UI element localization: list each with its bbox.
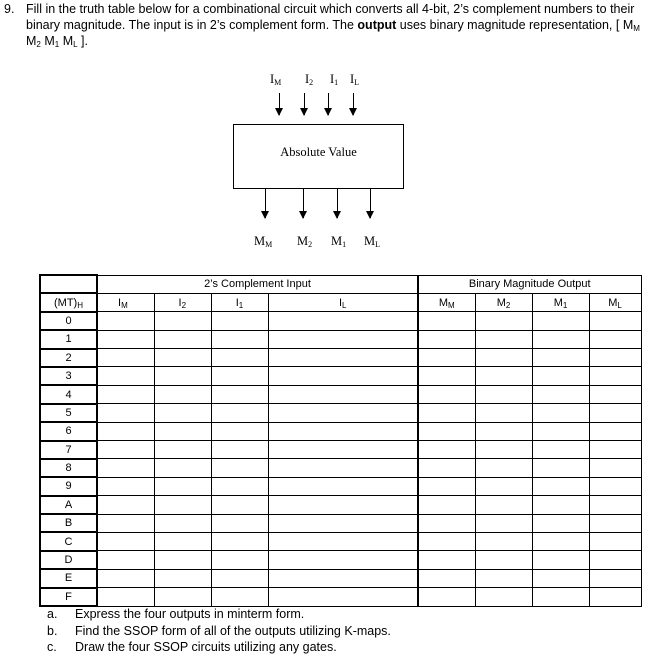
blank-cell[interactable] (211, 477, 268, 495)
blank-cell[interactable] (418, 404, 475, 422)
col-header: $M_2$ (475, 293, 532, 311)
col-header: $I_M$ (97, 293, 154, 311)
block-label: Absolute Value (280, 145, 357, 159)
blank-cell[interactable] (154, 569, 211, 587)
table-row (40, 349, 641, 367)
minterm-cell: 4 (40, 385, 97, 403)
col-header: $I_L$ (268, 293, 418, 311)
blank-cell[interactable] (268, 441, 418, 459)
col-header: $M_M$ (418, 293, 475, 311)
blank-cell[interactable] (532, 569, 589, 587)
minterm-cell: A (40, 496, 97, 514)
blank-cell[interactable] (268, 349, 418, 367)
table-row (40, 312, 641, 330)
blank-cell[interactable] (268, 551, 418, 569)
col-header: $M_1$ (532, 293, 589, 311)
part-text: Draw the four SSOP circuits utilizing any gates. (75, 640, 337, 654)
blank-cell[interactable] (532, 404, 589, 422)
minterm-cell: 7 (40, 441, 97, 459)
blank-cell[interactable] (532, 385, 589, 403)
blank-cell[interactable] (475, 330, 532, 348)
blank-cell[interactable] (418, 532, 475, 550)
blank-cell[interactable] (211, 532, 268, 550)
blank-cell[interactable] (211, 349, 268, 367)
block-diagram (0, 0, 670, 270)
blank-cell[interactable] (211, 385, 268, 403)
table-row (40, 330, 641, 348)
blank-cell[interactable] (97, 349, 154, 367)
output-label: $M_M$ (254, 234, 273, 249)
blank-cell[interactable] (211, 551, 268, 569)
blank-cell[interactable] (154, 367, 211, 385)
blank-cell[interactable] (418, 441, 475, 459)
table-row (40, 459, 641, 477)
blank-cell[interactable] (211, 367, 268, 385)
blank-cell[interactable] (154, 312, 211, 330)
col-header: $I_2$ (154, 293, 211, 311)
blank-cell[interactable] (211, 422, 268, 440)
blank-cell[interactable] (418, 459, 475, 477)
blank-cell[interactable] (154, 514, 211, 532)
blank-cell[interactable] (97, 532, 154, 550)
blank-cell[interactable] (532, 441, 589, 459)
blank-cell[interactable] (475, 367, 532, 385)
output-arrow (265, 189, 266, 218)
table-group-header (40, 275, 641, 293)
blank-cell[interactable] (589, 588, 641, 606)
absolute-value-block (233, 124, 404, 189)
blank-cell[interactable] (532, 459, 589, 477)
blank-cell[interactable] (154, 532, 211, 550)
blank-cell[interactable] (589, 349, 641, 367)
blank-cell[interactable] (268, 330, 418, 348)
blank-cell[interactable] (475, 349, 532, 367)
blank-cell[interactable] (268, 477, 418, 495)
blank-cell[interactable] (475, 422, 532, 440)
blank-cell[interactable] (211, 330, 268, 348)
truth-table (39, 274, 642, 607)
part-text: Express the four outputs in minterm form. (75, 607, 305, 621)
blank-cell[interactable] (589, 551, 641, 569)
blank-cell[interactable] (418, 496, 475, 514)
minterm-cell: F (40, 588, 97, 606)
output-arrow (303, 189, 304, 218)
table-row (40, 532, 641, 550)
blank-cell[interactable] (475, 532, 532, 550)
blank-cell[interactable] (154, 404, 211, 422)
minterm-cell: 0 (40, 312, 97, 330)
group-header-input: 2’s Complement Input (97, 275, 418, 293)
blank-cell[interactable] (154, 496, 211, 514)
blank-cell[interactable] (475, 312, 532, 330)
blank-cell[interactable] (268, 588, 418, 606)
blank-cell[interactable] (532, 330, 589, 348)
input-arrow (328, 93, 329, 115)
output-arrow (370, 189, 371, 218)
blank-cell[interactable] (154, 551, 211, 569)
input-arrow (279, 93, 280, 115)
blank-cell[interactable] (211, 312, 268, 330)
table-row (40, 496, 641, 514)
blank-cell[interactable] (418, 477, 475, 495)
col-header: $I_1$ (211, 293, 268, 311)
question-text: Fill in the truth table below for a combinational circuit which converts all 4-bit, 2’s complement numbers to their binary magnitude. The input is in 2’s complement form. The output uses binary magnitude representation, [ $M_M$ $M_2$ $M_1$ $M_L$ ]. (26, 2, 640, 49)
blank-cell[interactable] (475, 551, 532, 569)
input-label: $I_2$ (305, 72, 314, 87)
blank-cell[interactable] (268, 496, 418, 514)
blank-cell[interactable] (97, 422, 154, 440)
blank-cell[interactable] (532, 477, 589, 495)
minterm-cell: 8 (40, 459, 97, 477)
part-label: a. (47, 607, 58, 621)
blank-cell[interactable] (418, 569, 475, 587)
blank-cell[interactable] (268, 404, 418, 422)
blank-cell[interactable] (211, 514, 268, 532)
blank-cell[interactable] (97, 404, 154, 422)
blank-cell[interactable] (154, 441, 211, 459)
output-label: $M_2$ (297, 234, 313, 249)
table-row (40, 367, 641, 385)
blank-cell[interactable] (97, 496, 154, 514)
minterm-cell: 6 (40, 422, 97, 440)
group-header-output: Binary Magnitude Output (418, 275, 641, 293)
minterm-cell: 5 (40, 404, 97, 422)
minterm-cell: C (40, 532, 97, 550)
blank-cell[interactable] (418, 588, 475, 606)
blank-cell[interactable] (268, 422, 418, 440)
blank-cell[interactable] (532, 514, 589, 532)
blank-cell[interactable] (589, 532, 641, 550)
blank-cell[interactable] (589, 404, 641, 422)
blank-cell[interactable] (475, 496, 532, 514)
minterm-cell: E (40, 569, 97, 587)
blank-cell[interactable] (154, 385, 211, 403)
minterm-cell: B (40, 514, 97, 532)
blank-cell[interactable] (97, 477, 154, 495)
blank-cell[interactable] (97, 312, 154, 330)
blank-cell[interactable] (475, 441, 532, 459)
blank-cell[interactable] (97, 514, 154, 532)
blank-cell[interactable] (211, 588, 268, 606)
input-label: $I_1$ (330, 72, 339, 87)
part-label: c. (47, 640, 57, 654)
blank-header-cell (40, 275, 97, 293)
minterm-cell: 9 (40, 477, 97, 495)
blank-cell[interactable] (97, 569, 154, 587)
blank-cell[interactable] (475, 588, 532, 606)
blank-cell[interactable] (589, 477, 641, 495)
blank-cell[interactable] (532, 532, 589, 550)
blank-cell[interactable] (475, 404, 532, 422)
minterm-cell: D (40, 551, 97, 569)
blank-cell[interactable] (589, 422, 641, 440)
blank-cell[interactable] (589, 514, 641, 532)
blank-cell[interactable] (154, 330, 211, 348)
blank-cell[interactable] (268, 459, 418, 477)
minterm-cell: 1 (40, 330, 97, 348)
blank-cell[interactable] (589, 569, 641, 587)
table-row (40, 514, 641, 532)
question-number: 9. (4, 2, 15, 16)
blank-cell[interactable] (532, 367, 589, 385)
col-header: $M_L$ (589, 293, 641, 311)
blank-cell[interactable] (589, 496, 641, 514)
blank-cell[interactable] (154, 422, 211, 440)
blank-cell[interactable] (211, 441, 268, 459)
input-arrow (304, 93, 305, 115)
blank-cell[interactable] (97, 459, 154, 477)
table-row (40, 477, 641, 495)
input-arrow (353, 93, 354, 115)
minterm-cell: 2 (40, 349, 97, 367)
part-label: b. (47, 623, 58, 638)
blank-cell[interactable] (268, 312, 418, 330)
blank-cell[interactable] (268, 569, 418, 587)
blank-cell[interactable] (475, 569, 532, 587)
blank-cell[interactable] (268, 385, 418, 403)
input-label: $I_M$ (270, 72, 282, 87)
blank-cell[interactable] (418, 349, 475, 367)
blank-cell[interactable] (154, 477, 211, 495)
blank-cell[interactable] (97, 441, 154, 459)
blank-cell[interactable] (532, 312, 589, 330)
table-row (40, 588, 641, 606)
blank-cell[interactable] (418, 422, 475, 440)
blank-cell[interactable] (268, 367, 418, 385)
blank-cell[interactable] (418, 551, 475, 569)
blank-cell[interactable] (97, 551, 154, 569)
blank-cell[interactable] (268, 514, 418, 532)
output-arrow (337, 189, 338, 218)
blank-cell[interactable] (589, 459, 641, 477)
blank-cell[interactable] (211, 404, 268, 422)
blank-cell[interactable] (211, 496, 268, 514)
part-text: Find the SSOP form of all of the outputs utilizing K-maps. (75, 623, 391, 638)
blank-cell[interactable] (418, 514, 475, 532)
blank-cell[interactable] (589, 367, 641, 385)
minterm-cell: 3 (40, 367, 97, 385)
table-row (40, 385, 641, 403)
blank-cell[interactable] (475, 477, 532, 495)
blank-cell[interactable] (532, 349, 589, 367)
blank-cell[interactable] (532, 422, 589, 440)
blank-cell[interactable] (475, 459, 532, 477)
blank-cell[interactable] (532, 496, 589, 514)
input-label: $I_L$ (350, 72, 360, 87)
blank-cell[interactable] (97, 385, 154, 403)
blank-cell[interactable] (589, 441, 641, 459)
blank-cell[interactable] (97, 330, 154, 348)
blank-cell[interactable] (589, 312, 641, 330)
blank-cell[interactable] (418, 367, 475, 385)
blank-cell[interactable] (418, 385, 475, 403)
blank-cell[interactable] (532, 551, 589, 569)
blank-cell[interactable] (589, 330, 641, 348)
blank-cell[interactable] (154, 459, 211, 477)
blank-cell[interactable] (154, 588, 211, 606)
blank-cell[interactable] (418, 330, 475, 348)
table-row (40, 569, 641, 587)
blank-cell[interactable] (268, 532, 418, 550)
blank-cell[interactable] (211, 569, 268, 587)
blank-cell[interactable] (97, 367, 154, 385)
blank-cell[interactable] (589, 385, 641, 403)
blank-cell[interactable] (475, 514, 532, 532)
table-row (40, 441, 641, 459)
table-row (40, 404, 641, 422)
blank-cell[interactable] (418, 312, 475, 330)
blank-cell[interactable] (97, 588, 154, 606)
output-label: $M_1$ (331, 234, 347, 249)
table-column-header (40, 293, 641, 311)
output-label: $M_L$ (364, 234, 381, 249)
table-row (40, 551, 641, 569)
blank-cell[interactable] (211, 459, 268, 477)
mt-header: $(MT)_H$ (40, 293, 97, 311)
blank-cell[interactable] (154, 349, 211, 367)
table-row (40, 422, 641, 440)
blank-cell[interactable] (475, 385, 532, 403)
blank-cell[interactable] (532, 588, 589, 606)
